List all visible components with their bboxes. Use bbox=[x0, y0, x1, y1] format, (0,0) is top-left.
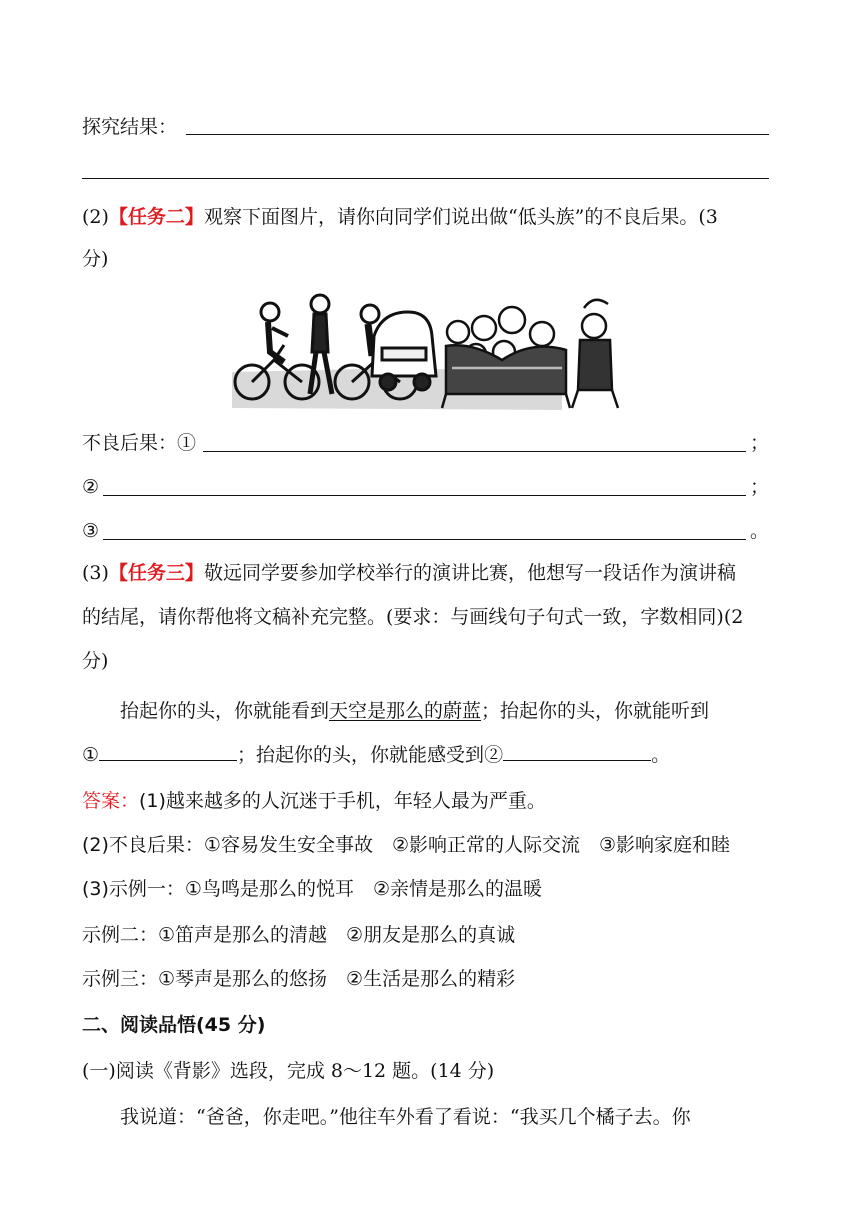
answer-line-3 bbox=[82, 880, 542, 899]
circled-number: ③ bbox=[82, 520, 100, 542]
old-man-icon bbox=[572, 300, 618, 408]
task-label: 【任务二】 bbox=[108, 206, 204, 228]
question-2-line-1 bbox=[82, 208, 718, 227]
line-end-punctuation: ； bbox=[750, 432, 770, 454]
question-text: 观察下面图片，请你向同学们说出做“低头族”的不良后果。(3 bbox=[203, 206, 718, 228]
speech-text: 抬起你的头，你就能看到 bbox=[120, 700, 330, 722]
question-3-line-3 bbox=[82, 652, 108, 671]
consequence-line-3 bbox=[82, 522, 99, 541]
crowd-icon bbox=[442, 307, 570, 408]
answer-blank-line[interactable] bbox=[82, 178, 769, 179]
speech-text: ；抬起你的头，你就能听到 bbox=[481, 700, 710, 722]
fill-in-blank-1[interactable] bbox=[99, 759, 237, 761]
answer-label: 答案： bbox=[82, 790, 140, 812]
underlined-sentence: 天空是那么的蔚蓝 bbox=[329, 700, 482, 722]
answer-blank-line[interactable] bbox=[186, 134, 769, 135]
answer-blank-line[interactable] bbox=[103, 539, 746, 540]
circled-number: ① bbox=[177, 432, 197, 454]
answer-text: (3)示例一：①鸟鸣是那么的悦耳 ②亲情是那么的温暖 bbox=[82, 878, 542, 900]
reading-passage-text: 我说道：“爸爸，你走吧。”他往车外看了看说：“我买几个橘子去。你 bbox=[120, 1106, 691, 1128]
question-text: 分) bbox=[82, 248, 109, 270]
line-end-punctuation: ； bbox=[750, 476, 770, 498]
answer-blank-line[interactable] bbox=[103, 495, 746, 496]
answer-text: (1)越来越多的人沉迷于手机，年轻人最为严重。 bbox=[139, 790, 546, 812]
answer-blank-line[interactable] bbox=[203, 451, 746, 452]
circled-number: ② bbox=[82, 476, 100, 498]
section-heading: 二、阅读品悟(45 分) bbox=[82, 1014, 266, 1036]
task-label: 【任务三】 bbox=[108, 562, 204, 584]
speech-line-1 bbox=[120, 702, 709, 721]
answer-line-4 bbox=[82, 926, 515, 945]
circled-number: ② bbox=[484, 744, 504, 766]
answer-line-5 bbox=[82, 970, 515, 989]
answer-text: (2)不良后果：①容易发生安全事故 ②影响正常的人际交流 ③影响家庭和睦 bbox=[82, 834, 731, 856]
question-text: 分) bbox=[82, 650, 109, 672]
speech-line-2 bbox=[82, 746, 670, 765]
question-text: 的结尾，请你帮他将文稿补充完整。(要求：与画线句子句式一致，字数相同)(2 bbox=[82, 606, 744, 628]
question-2-line-2 bbox=[82, 250, 108, 269]
question-number: (2) bbox=[82, 206, 109, 228]
answer-text: 示例二：①笛声是那么的清越 ②朋友是那么的真诚 bbox=[82, 924, 516, 946]
reading-intro: (一)阅读《背影》选段，完成 8～12 题。(14 分) bbox=[82, 1060, 495, 1082]
consequence-line-2 bbox=[82, 478, 99, 497]
speech-text: ；抬起你的头，你就能感受到 bbox=[237, 744, 485, 766]
consequence-line-1 bbox=[82, 434, 196, 453]
answer-text: 示例三：①琴声是那么的悠扬 ②生活是那么的精彩 bbox=[82, 968, 516, 990]
consequence-label: 不良后果： bbox=[82, 432, 178, 454]
question-number: (3) bbox=[82, 562, 109, 584]
answer-line-1 bbox=[82, 792, 546, 811]
speech-text: 。 bbox=[651, 744, 671, 766]
question-text: 敬远同学要参加学校举行的演讲比赛，他想写一段话作为演讲稿 bbox=[203, 562, 736, 584]
phone-addiction-illustration bbox=[232, 290, 632, 415]
explore-result-label: 探究结果： bbox=[82, 116, 178, 138]
question-3-line-1 bbox=[82, 564, 736, 583]
question-3-line-2 bbox=[82, 608, 743, 627]
fill-in-blank-2[interactable] bbox=[503, 759, 651, 761]
circled-number: ① bbox=[82, 744, 100, 766]
explore-result-line bbox=[82, 118, 177, 137]
line-end-punctuation: 。 bbox=[750, 520, 770, 542]
answer-line-2 bbox=[82, 836, 730, 855]
